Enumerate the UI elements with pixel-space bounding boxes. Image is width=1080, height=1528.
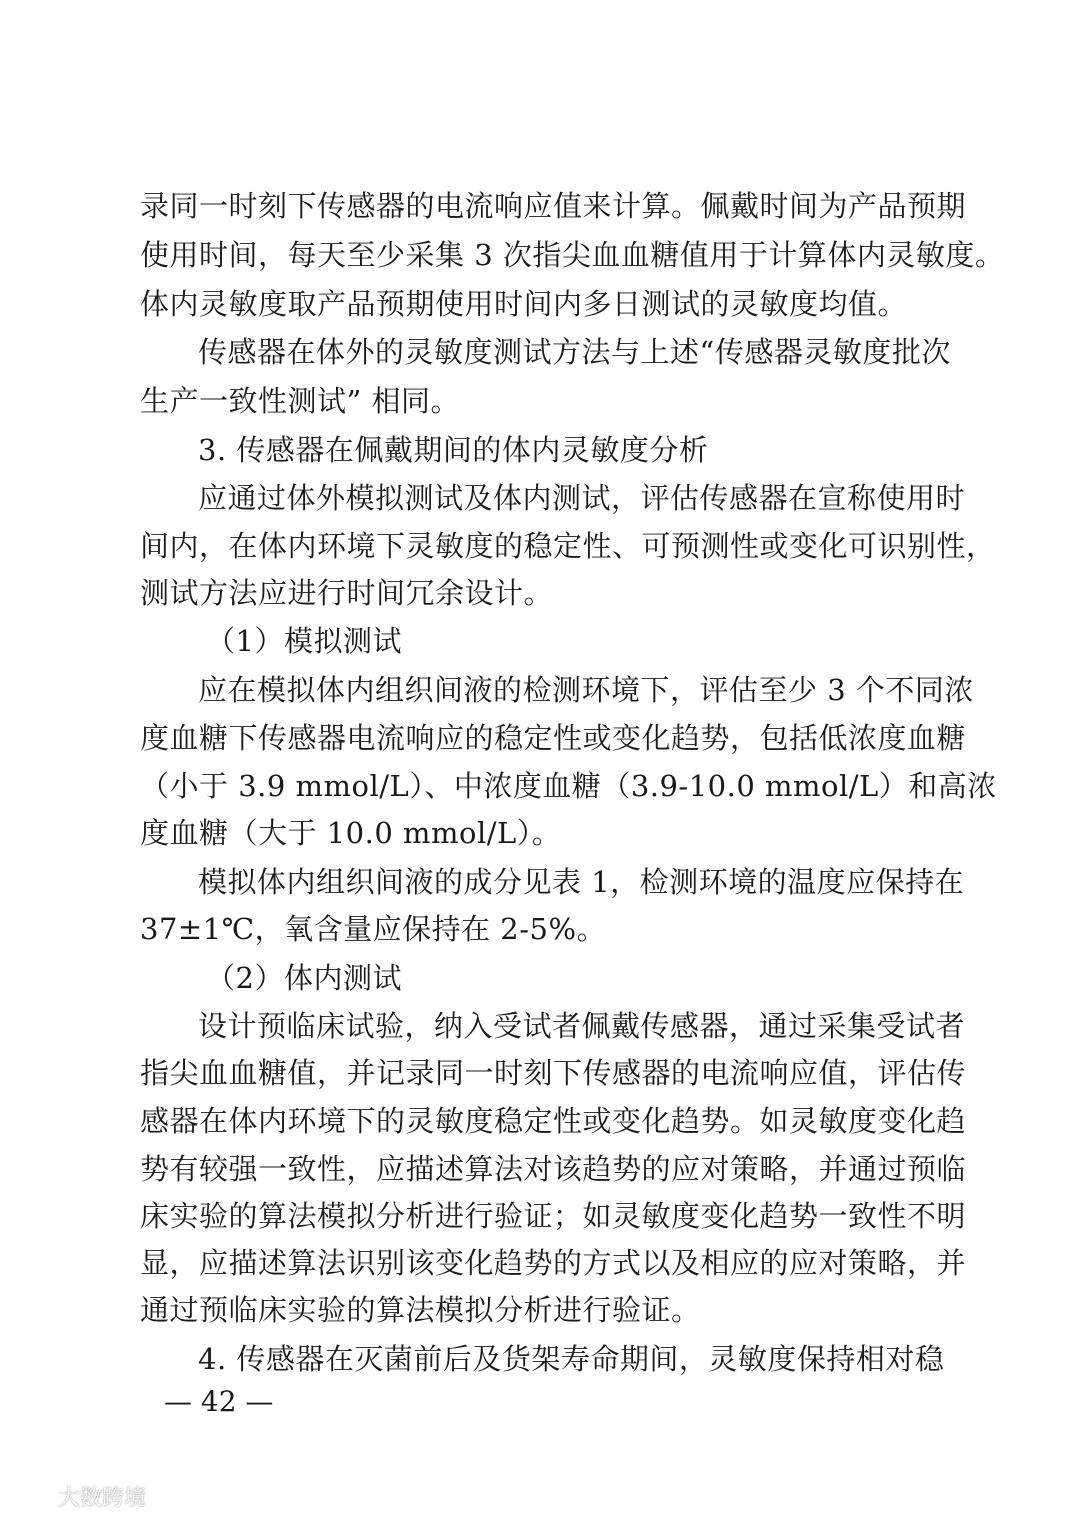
body-line: 使用时间，每天至少采集 3 次指尖血血糖值用于计算体内灵敏度。 <box>140 238 1005 272</box>
body-line: 37±1℃，氧含量应保持在 2-5%。 <box>140 912 607 946</box>
body-line: 测试方法应进行时间冗余设计。 <box>140 576 554 610</box>
subsection-heading: （1）模拟测试 <box>206 624 402 658</box>
body-line: 度血糖下传感器电流响应的稳定性或变化趋势，包括低浓度血糖 <box>140 721 967 755</box>
body-line: 显，应描述算法识别该变化趋势的方式以及相应的应对策略，并 <box>140 1246 967 1280</box>
body-line: （小于 3.9 mmol/L）、中浓度血糖（3.9-10.0 mmol/L）和高浓 <box>140 769 997 803</box>
body-line: 度血糖（大于 10.0 mmol/L）。 <box>140 816 562 850</box>
body-line: 通过预临床实验的算法模拟分析进行验证。 <box>140 1293 701 1327</box>
body-line: 感器在体内环境下的灵敏度稳定性或变化趋势。如灵敏度变化趋 <box>140 1104 967 1138</box>
body-line: 应在模拟体内组织间液的检测环境下，评估至少 3 个不同浓 <box>198 673 974 707</box>
watermark-text: 大数跨境 <box>58 1485 147 1511</box>
watermark <box>8 1476 146 1516</box>
body-line: 传感器在体外的灵敏度测试方法与上述“传感器灵敏度批次 <box>198 335 951 369</box>
body-line: 体内灵敏度取产品预期使用时间内多日测试的灵敏度均值。 <box>140 287 908 321</box>
body-line: 录同一时刻下传感器的电流响应值来计算。佩戴时间为产品预期 <box>140 189 967 223</box>
subsection-heading: （2）体内测试 <box>206 961 402 995</box>
section-heading: 3. 传感器在佩戴期间的体内灵敏度分析 <box>198 433 709 467</box>
body-line: 模拟体内组织间液的成分见表 1，检测环境的温度应保持在 <box>198 865 965 899</box>
body-line: 应通过体外模拟测试及体内测试，评估传感器在宣称使用时 <box>198 481 966 515</box>
body-line: 指尖血血糖值，并记录同一时刻下传感器的电流响应值，评估传 <box>140 1056 967 1090</box>
section-heading: 4. 传感器在灭菌前后及货架寿命期间，灵敏度保持相对稳 <box>198 1342 945 1376</box>
page-number: — 42 — <box>164 1385 274 1418</box>
body-line: 生产一致性测试” 相同。 <box>140 384 461 418</box>
body-line: 设计预临床试验，纳入受试者佩戴传感器，通过采集受试者 <box>198 1009 966 1043</box>
body-line: 间内，在体内环境下灵敏度的稳定性、可预测性或变化可识别性， <box>140 529 996 563</box>
watermark-logo-icon <box>8 1481 52 1511</box>
body-line: 床实验的算法模拟分析进行验证；如灵敏度变化趋势一致性不明 <box>140 1199 967 1233</box>
body-line: 势有较强一致性，应描述算法对该趋势的应对策略，并通过预临 <box>140 1152 967 1186</box>
